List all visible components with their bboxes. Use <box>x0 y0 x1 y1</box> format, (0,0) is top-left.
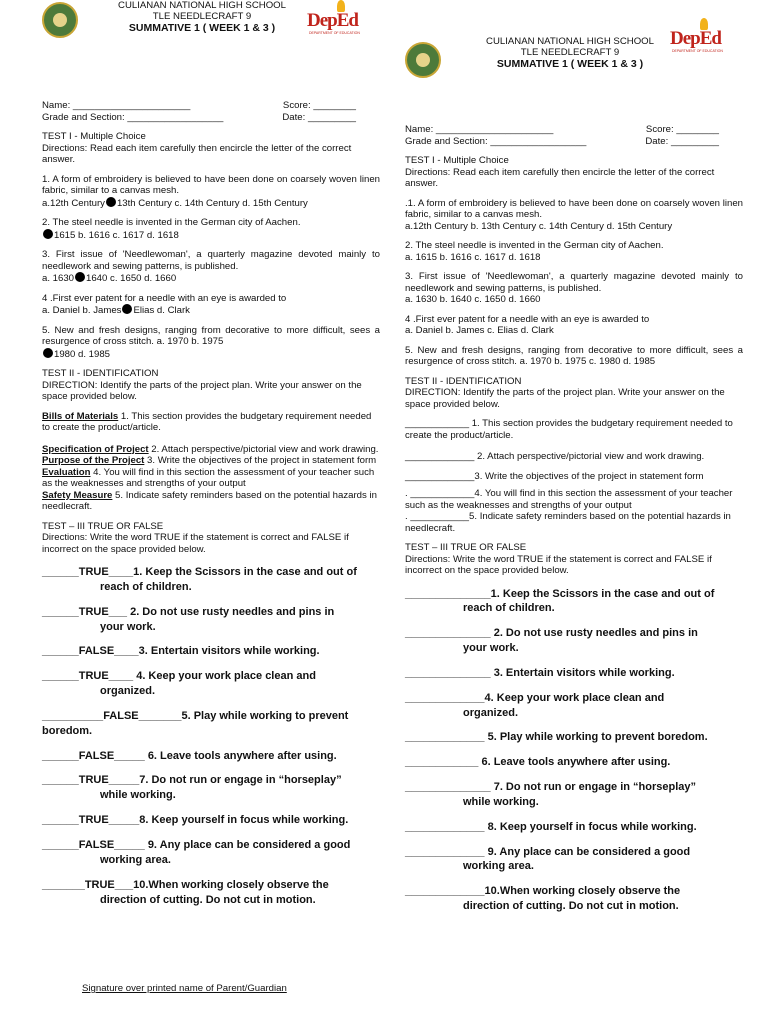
tf-line <box>42 813 380 828</box>
test3-title: TEST – III TRUE OR FALSE <box>42 520 164 532</box>
tf-statement: ______________ 3. Entertain visitors while working. <box>405 666 675 679</box>
tf-item <box>405 626 743 656</box>
tf-line <box>42 878 380 893</box>
test3-directions: Directions: Write the word TRUE if the statement is correct and FALSE if incorrect on the space provided below. <box>42 532 349 555</box>
tf-item <box>405 691 743 721</box>
tf-item <box>42 709 380 739</box>
tf-statement: ______________1. Keep the Scissors in the case and out of <box>405 587 715 600</box>
tf-statement: ______________ 7. Do not run or engage in “horseplay” <box>405 781 697 794</box>
tf-answer: TRUE <box>78 814 109 827</box>
test2-section <box>42 368 380 513</box>
tf-statement: _____ 9. Any place can be considered a good <box>114 838 351 851</box>
tf-answer: FALSE <box>78 645 115 658</box>
left-sheet <box>42 0 380 907</box>
id-item: _____________ 2. Attach perspective/pictorial view and work drawing. <box>405 451 705 462</box>
tf-answer: TRUE <box>78 670 109 683</box>
score-field[interactable]: Score: ________ <box>645 124 719 135</box>
answer-mark-icon <box>75 272 85 282</box>
test1-title: TEST I - Multiple Choice <box>405 155 509 166</box>
tf-answer: TRUE <box>78 566 109 578</box>
mc-question: 1. A form of embroidery is believed to have been done on coarsely woven linen fabric, similar to a canvas mesh. <box>42 173 380 196</box>
school-seal-icon <box>42 2 78 38</box>
id-item: Purpose of the Project 3. Write the objectives of the project in statement form <box>42 455 377 466</box>
tf-continuation: reach of children. <box>463 602 555 615</box>
mc-choices: a. 1630 1640 c. 1650 d. 1660 <box>42 273 177 284</box>
tf-item <box>405 780 743 810</box>
mc-choices: a. Daniel b. James Elias d. Clark <box>42 305 190 316</box>
id-item: ____________ 1. This section provides the budgetary requirement needed to create the product/article. <box>405 418 733 441</box>
score-field[interactable]: Score: ________ <box>282 100 356 111</box>
mc-question: 3. First issue of 'Needlewoman', a quarterly magazine devoted mainly to needlework and sewing patterns, is published. <box>42 249 380 272</box>
id-item: . ____________4. You will find in this section the assessment of your teacher such as the weaknesses and strengths of your output <box>405 488 733 511</box>
sheet-header <box>42 0 380 70</box>
mc-choices: a. 1630 b. 1640 c. 1650 d. 1660 <box>405 294 541 305</box>
tf-continuation: direction of cutting. Do not cut in motion. <box>463 900 679 913</box>
subject-name: TLE NEEDLECRAFT 9 <box>520 47 620 59</box>
mc-question: .1. A form of embroidery is believed to have been done on coarsely woven linen fabric, similar to a canvas mesh. <box>405 197 743 220</box>
tf-item <box>405 755 743 770</box>
mc-question: 3. First issue of 'Needlewoman', a quarterly magazine devoted mainly to needlework and sewing patterns, is published. <box>405 271 743 294</box>
test1-directions: Directions: Read each item carefully then encircle the letter of the correct answer. <box>405 166 715 189</box>
mc-choices: a.12th Century 13th Century c. 14th Century d. 15th Century <box>42 197 308 209</box>
tf-item <box>42 749 380 764</box>
answer-mark-icon <box>43 348 53 358</box>
tf-statement: ______________ 2. Do not use rusty needles and pins in <box>405 627 698 640</box>
tf-continuation: your work. <box>100 620 156 633</box>
grade-field[interactable]: Grade and Section: __________________ <box>405 135 587 147</box>
test2-title: TEST II - IDENTIFICATION <box>42 368 159 379</box>
tf-blank: ______ <box>42 605 79 618</box>
tf-line <box>42 749 380 764</box>
tf-statement: _____________ 8. Keep yourself in focus while working. <box>405 820 697 833</box>
tf-continuation: working area. <box>100 853 171 866</box>
tf-item <box>405 820 743 835</box>
test1-directions: Directions: Read each item carefully then encircle the letter of the correct answer. <box>42 142 352 165</box>
test3-section <box>405 542 743 914</box>
tf-statement: _____________10.When working closely observe the <box>405 885 681 898</box>
tf-continuation: direction of cutting. Do not cut in motion. <box>100 893 316 906</box>
tf-list <box>42 565 380 907</box>
student-form <box>42 100 380 123</box>
test3-section <box>42 521 380 908</box>
subject-name: TLE NEEDLECRAFT 9 <box>152 11 252 23</box>
tf-line <box>42 773 380 788</box>
tf-blank: _______ <box>42 878 85 891</box>
tf-item <box>405 884 743 914</box>
date-field[interactable]: Date: _________ <box>645 135 719 147</box>
tf-continuation: working area. <box>463 860 534 873</box>
student-form <box>405 124 743 147</box>
tf-continuation: organized. <box>100 685 156 698</box>
tf-statement: _____________4. Keep your work place clean and <box>405 691 665 704</box>
tf-item <box>42 838 380 868</box>
mc-choices: 1980 d. 1985 <box>42 348 380 361</box>
exam-title: SUMMATIVE 1 ( WEEK 1 & 3 ) <box>128 22 276 35</box>
tf-blank: __________ <box>42 709 104 722</box>
tf-line <box>42 709 380 739</box>
mc-choices: a.12th Century b. 13th Century c. 14th Century d. 15th Century <box>405 220 673 232</box>
tf-blank: ______ <box>42 670 79 683</box>
tf-statement: ____ 4. Keep your work place clean and <box>108 670 316 683</box>
tf-statement: ____1. Keep the Scissors in the case and out of <box>108 566 357 578</box>
test2-title: TEST II - IDENTIFICATION <box>405 375 522 387</box>
tf-item <box>405 587 743 617</box>
tf-blank: ______ <box>42 814 79 827</box>
tf-item <box>42 878 380 908</box>
test1-section <box>405 155 743 368</box>
tf-statement: ___10.When working closely observe the <box>114 878 329 891</box>
test1-section <box>42 131 380 360</box>
tf-statement: _____ 6. Leave tools anywhere after using. <box>114 749 337 762</box>
tf-item <box>405 730 743 745</box>
test3-title: TEST – III TRUE OR FALSE <box>405 542 527 553</box>
header-text <box>450 36 690 70</box>
tf-blank: ______ <box>42 566 79 578</box>
mc-choices: a. 1615 b. 1616 c. 1617 d. 1618 <box>405 251 541 263</box>
tf-continuation: while working. <box>463 795 539 808</box>
mc-question: 4 .First ever patent for a needle with an eye is awarded to <box>42 292 287 304</box>
test2-directions: DIRECTION: Identify the parts of the project plan. Write your answer on the space provided below. <box>405 387 725 410</box>
tf-list <box>405 587 743 915</box>
tf-statement: ____________ 6. Leave tools anywhere after using. <box>405 756 671 769</box>
tf-answer: FALSE <box>78 838 115 851</box>
tf-continuation: your work. <box>463 642 519 655</box>
tf-statement: _____________ 9. Any place can be considered a good <box>405 845 691 858</box>
tf-blank: ______ <box>42 749 79 762</box>
signature-line: Signature over printed name of Parent/Guardian <box>82 983 287 994</box>
tf-item <box>42 773 380 803</box>
tf-statement: _____________ 5. Play while working to prevent boredom. <box>405 731 708 744</box>
tf-statement: _______5. Play while working to prevent boredom. <box>42 709 349 737</box>
id-item: Bills of Materials 1. This section provides the budgetary requirement needed to create the product/article. <box>42 410 372 433</box>
deped-logo-icon: DepEd DEPARTMENT OF EDUCATION <box>307 0 361 40</box>
mc-question: 5. New and fresh designs, ranging from decorative to more difficult, sees a resurgence of cross stitch. a. 1970 b. 1975 <box>42 324 380 347</box>
tf-item <box>42 565 380 595</box>
school-seal-icon <box>405 42 441 78</box>
tf-item <box>405 845 743 875</box>
id-item: Specification of Project 2. Attach perspective/pictorial view and work drawing. <box>42 443 379 455</box>
tf-answer: TRUE <box>78 605 109 618</box>
tf-line <box>42 669 380 684</box>
right-sheet <box>405 22 743 914</box>
mc-question: 2. The steel needle is invented in the German city of Aachen. <box>42 217 301 228</box>
grade-field[interactable]: Grade and Section: __________________ <box>42 111 224 123</box>
mc-choices: 1615 b. 1616 c. 1617 d. 1618 <box>42 229 380 242</box>
tf-item <box>42 644 380 659</box>
tf-statement: _____8. Keep yourself in focus while working. <box>108 814 349 827</box>
test1-title: TEST I - Multiple Choice <box>42 131 146 142</box>
answer-mark-icon <box>122 304 132 314</box>
test3-directions: Directions: Write the word TRUE if the statement is correct and FALSE if incorrect on the space provided below. <box>405 553 712 576</box>
tf-line <box>42 838 380 853</box>
tf-answer: FALSE <box>78 749 115 762</box>
tf-item <box>405 666 743 681</box>
name-field[interactable]: Name: ______________________ <box>42 100 191 111</box>
tf-continuation: organized. <box>463 706 519 719</box>
deped-logo-icon: DepEd DEPARTMENT OF EDUCATION <box>670 18 724 58</box>
tf-continuation: while working. <box>100 789 176 802</box>
tf-blank: ______ <box>42 645 79 658</box>
sheet-header <box>405 22 743 92</box>
name-field[interactable]: Name: ______________________ <box>405 124 554 135</box>
tf-answer: FALSE <box>103 709 139 722</box>
answer-mark-icon <box>106 197 116 207</box>
tf-line <box>42 605 380 620</box>
tf-statement: ___ 2. Do not use rusty needles and pins in <box>108 605 335 618</box>
tf-item <box>42 669 380 699</box>
tf-statement: ____3. Entertain visitors while working. <box>114 645 320 658</box>
tf-continuation: reach of children. <box>100 580 192 593</box>
tf-line <box>42 565 380 580</box>
tf-answer: TRUE <box>78 774 109 787</box>
school-name: CULIANAN NATIONAL HIGH SCHOOL <box>118 0 286 11</box>
tf-line <box>42 644 380 659</box>
mc-question: 4 .First ever patent for a needle with an eye is awarded to <box>405 313 650 325</box>
mc-question: 5. New and fresh designs, ranging from decorative to more difficult, sees a resurgence of cross stitch. a. 1970 b. 1975 c. 1980 d. 1985 <box>405 344 743 367</box>
header-text <box>82 0 322 34</box>
tf-item <box>42 813 380 828</box>
id-item: . ___________5. Indicate safety reminders based on the potential hazards in needlecraft. <box>405 511 731 534</box>
mc-question: 2. The steel needle is invented in the German city of Aachen. <box>405 240 664 251</box>
id-item: Evaluation 4. You will find in this section the assessment of your teacher such as the weaknesses and strengths of your output <box>42 466 375 489</box>
tf-blank: ______ <box>42 838 79 851</box>
exam-title: SUMMATIVE 1 ( WEEK 1 & 3 ) <box>496 58 644 71</box>
tf-item <box>42 605 380 635</box>
test2-section <box>405 376 743 535</box>
id-item: _____________3. Write the objectives of the project in statement form <box>405 470 704 482</box>
tf-statement: _____7. Do not run or engage in “horseplay” <box>108 774 342 787</box>
answer-mark-icon <box>43 229 53 239</box>
date-field[interactable]: Date: _________ <box>282 111 356 123</box>
mc-choices: a. Daniel b. James c. Elias d. Clark <box>405 325 554 336</box>
school-name: CULIANAN NATIONAL HIGH SCHOOL <box>486 36 654 47</box>
tf-answer: TRUE <box>84 878 115 891</box>
tf-blank: ______ <box>42 774 79 787</box>
test2-directions: DIRECTION: Identify the parts of the project plan. Write your answer on the space provided below. <box>42 379 362 402</box>
id-item: Safety Measure 5. Indicate safety reminders based on the potential hazards in needlecraft. <box>42 489 377 512</box>
